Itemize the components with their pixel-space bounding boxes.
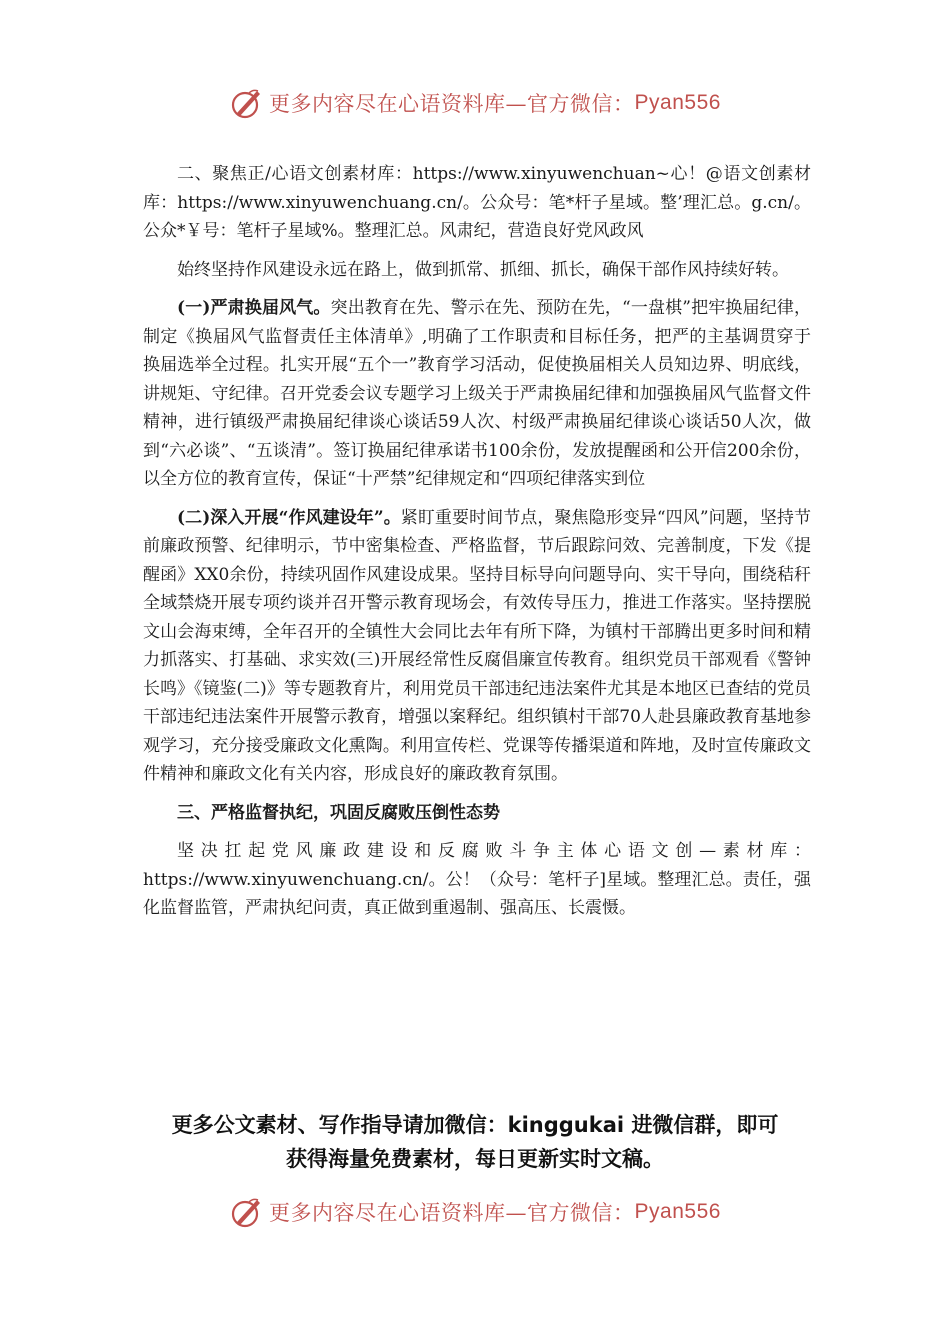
pen-logo-icon [229,85,265,121]
document-body [143,160,811,933]
banner-wechat-id: Pyan556 [634,91,721,114]
banner-text: 更多内容尽在心语资料库—官方微信： [269,1201,635,1225]
header-banner [0,83,950,123]
promo-line-1: 更多公文素材、写作指导请加微信：kinggukai 进微信群，即可 [171,1113,779,1137]
item-two-text: 紧盯重要时间节点，聚焦隐形变异“四风”问题，坚持节前廉政预警、纪律明示，节中密集检查、严格监督，节后跟踪问效、完善制度，下发《提醒函》XX0余份，持续巩固作风建设成果。坚持目标导向问题导向、实干导向，围绕秸秆全域禁烧开展专项约谈并召开警示教育现场会，有效传导压力，推进工作落实。坚持摆脱文山会海束缚，全年召开的全镇性大会同比去年有所下降，为镇村干部腾出更多时间和精力抓落实、打基础、求实效(三)开展经常性反腐倡廉宣传教育。组织党员干部观看《警钟长鸣》《镜鉴(二)》等专题教育片，利用党员干部违纪违法案件尤其是本地区已查结的党员干部违纪违法案件开展警示教育，增强以案释纪。组织镇村干部70人赴县廉政教育基地参观学习，充分接受廉政文化熏陶。利用宣传栏、党课等传播渠道和阵地，及时宣传廉政文件精神和廉政文化有关内容，形成良好的廉政教育氛围。 [143,507,811,784]
section-three-heading: 三、严格监督执纪，巩固反腐败压倒性态势 [177,802,500,823]
paragraph-item-one [143,294,811,494]
footer-banner [0,1192,950,1232]
paragraph-intro: 始终坚持作风建设永远在路上，做到抓常、抓细、抓长，确保干部作风持续好转。 [177,259,789,280]
paragraph-section-three: 坚决扛起党风廉政建设和反腐败斗争主体心语文创—素材库：https://www.xinyuwenchuang.cn/。公！（众号：笔杆子]星域。整理汇总。责任，强化监督监管，严肃执纪问责，真正做到重遏制、强高压、长震慑。 [143,841,811,918]
paragraph-section-two: 二、聚焦正/心语文创素材库：https://www.xinyuwenchuan~心！@语文创素材库：https://www.xinyuwenchuang.cn/。公众号：笔*杆子星域。整’理汇总。g.cn/。公众*￥号：笔杆子星域%。整理汇总。风肃纪，营造良好党风政风 [143,164,811,241]
item-two-heading: (二)深入开展“作风建设年”。 [177,507,401,528]
banner-wechat-id: Pyan556 [634,1200,721,1223]
item-one-text: 突出教育在先、警示在先、预防在先，“一盘棋”把牢换届纪律，制定《换届风气监督责任主体清单》,明确了工作职责和目标任务，把严的主基调贯穿于换届选举全过程。扎实开展“五个一”教育学习活动，促使换届相关人员知边界、明底线，讲规矩、守纪律。召开党委会议专题学习上级关于严肃换届纪律和加强换届风气监督文件精神，进行镇级严肃换届纪律谈心谈话59人次、村级严肃换届纪律谈心谈话50人次，做到“六必谈”、“五谈清”。签订换届纪律承诺书100余份，发放提醒函和公开信200余份，以全方位的教育宣传，保证“十严禁”纪律规定和“四项纪律落实到位 [143,298,811,489]
item-one-heading: (一)严肃换届风气。 [177,298,331,318]
promo-line-2: 获得海量免费素材，每日更新实时文稿。 [286,1147,664,1171]
banner-text: 更多内容尽在心语资料库—官方微信： [269,92,635,116]
promo-block [0,1108,950,1176]
pen-logo-icon [229,1194,265,1230]
paragraph-item-two [143,504,811,789]
